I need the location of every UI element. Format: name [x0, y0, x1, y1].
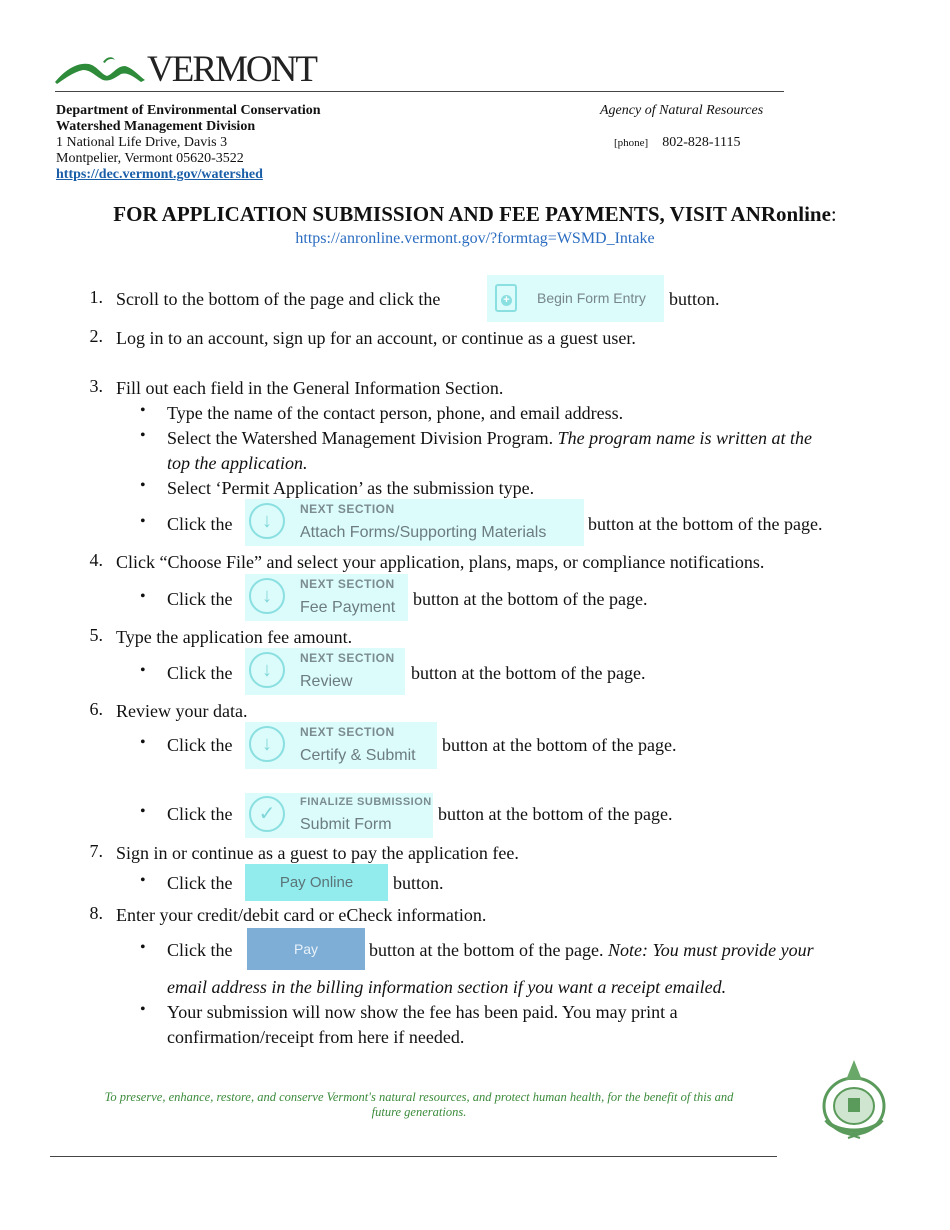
click-the-label: Click the — [167, 663, 233, 683]
bottom-of-page-text: button at the bottom of the page. — [413, 589, 648, 609]
bullet: • — [140, 662, 146, 679]
pay-online-button[interactable]: Pay Online — [245, 864, 388, 901]
mission-statement: To preserve, enhance, restore, and conserve Vermont's natural resources, and protect human health, for the benefit of this and future generations. — [104, 1090, 734, 1119]
step-5-number: 5. — [89, 625, 103, 645]
phone-line — [614, 135, 741, 151]
phone-label: [phone] — [614, 137, 649, 149]
step-5-text: Type the application fee amount. — [116, 627, 353, 647]
step-3-bullet-1: Type the name of the contact person, phone, and email address. — [167, 403, 624, 423]
page-title: FOR APPLICATION SUBMISSION AND FEE PAYMENTS, VISIT ANRonline: — [113, 202, 837, 226]
next-section-review-button[interactable]: ↓ NEXT SECTION Review — [245, 648, 405, 695]
step-4-text: Click “Choose File” and select your application, plans, maps, or compliance notifications. — [116, 552, 765, 572]
arrow-down-icon: ↓ — [249, 503, 285, 539]
step-3-text: Fill out each field in the General Information Section. — [116, 378, 504, 398]
click-the-label: Click the — [167, 940, 233, 960]
pay-note-cont: email address in the billing information section if you want a receipt emailed. — [167, 977, 727, 997]
pay-button[interactable]: Pay — [247, 928, 365, 970]
phone-number: 802-828-1115 — [662, 135, 741, 150]
arrow-down-icon: ↓ — [249, 652, 285, 688]
begin-form-entry-button[interactable]: + Begin Form Entry — [487, 275, 664, 322]
bottom-of-page-text: button at the bottom of the page. — [442, 735, 677, 755]
vermont-seal-icon — [818, 1058, 890, 1140]
step-2-text: Log in to an account, sign up for an account, or continue as a guest user. — [116, 328, 636, 348]
check-icon: ✓ — [249, 796, 285, 832]
click-the-label: Click the — [167, 873, 233, 893]
bullet: • — [140, 939, 146, 956]
new-document-icon: + — [495, 284, 517, 312]
step-8-text: Enter your credit/debit card or eCheck information. — [116, 905, 487, 925]
step-7-number: 7. — [89, 841, 103, 861]
bullet: • — [140, 1001, 146, 1018]
anronline-url[interactable]: https://anronline.vermont.gov/?formtag=WSMD_Intake — [295, 230, 655, 247]
agency-name: Agency of Natural Resources — [600, 103, 764, 118]
bullet: • — [140, 402, 146, 419]
step-2-number: 2. — [89, 326, 103, 346]
step-1-number: 1. — [89, 287, 103, 307]
logo-wordmark: VERMONT — [147, 49, 316, 90]
step-1-text-end: button. — [669, 289, 720, 309]
button-text: button. — [393, 873, 444, 893]
click-the-label: Click the — [167, 589, 233, 609]
bullet: • — [140, 477, 146, 494]
bottom-of-page-text: button at the bottom of the page. — [588, 514, 823, 534]
next-section-attach-button[interactable]: ↓ NEXT SECTION Attach Forms/Supporting Materials — [245, 499, 584, 546]
bullet: • — [140, 872, 146, 889]
address-block — [56, 103, 321, 183]
step-1-text: Scroll to the bottom of the page and click the — [116, 289, 441, 309]
bullet: • — [140, 734, 146, 751]
bullet: • — [140, 588, 146, 605]
step-8-bullet-2-cont: confirmation/receipt from here if needed. — [167, 1027, 465, 1047]
top-divider — [55, 91, 784, 92]
bottom-of-page-text: button at the bottom of the page. — [438, 804, 673, 824]
step-3-bullet-3: Select ‘Permit Application’ as the submission type. — [167, 478, 535, 498]
finalize-submit-form-button[interactable]: ✓ FINALIZE SUBMISSION Submit Form — [245, 793, 433, 838]
address-line-1: 1 National Life Drive, Davis 3 — [56, 135, 228, 150]
next-section-certify-button[interactable]: ↓ NEXT SECTION Certify & Submit — [245, 722, 437, 769]
bullet: • — [140, 513, 146, 530]
step-3-bullet-2: Select the Watershed Management Division Program. The program name is written at the — [167, 428, 812, 448]
division-name: Watershed Management Division — [56, 119, 256, 134]
address-line-2: Montpelier, Vermont 05620-3522 — [56, 151, 244, 166]
step-6-number: 6. — [89, 699, 103, 719]
step-8-number: 8. — [89, 903, 103, 923]
next-section-fee-button[interactable]: ↓ NEXT SECTION Fee Payment — [245, 574, 408, 621]
click-the-label: Click the — [167, 514, 233, 534]
bottom-of-page-text: button at the bottom of the page. — [411, 663, 646, 683]
step-4-number: 4. — [89, 550, 103, 570]
click-the-label: Click the — [167, 735, 233, 755]
vermont-logo — [55, 49, 316, 90]
click-the-label: Click the — [167, 804, 233, 824]
mountain-logo-icon — [55, 52, 147, 86]
arrow-down-icon: ↓ — [249, 578, 285, 614]
dept-name: Department of Environmental Conservation — [56, 103, 321, 118]
pay-note: button at the bottom of the page. Note: You must provide your — [369, 940, 814, 960]
step-3-bullet-2-cont: top the application. — [167, 453, 308, 473]
arrow-down-icon: ↓ — [249, 726, 285, 762]
bullet: • — [140, 427, 146, 444]
bottom-divider — [50, 1156, 777, 1157]
step-7-text: Sign in or continue as a guest to pay the application fee. — [116, 843, 519, 863]
step-6-text: Review your data. — [116, 701, 248, 721]
bullet: • — [140, 803, 146, 820]
step-3-number: 3. — [89, 376, 103, 396]
step-8-bullet-2: Your submission will now show the fee has been paid. You may print a — [167, 1002, 678, 1022]
website-link[interactable]: https://dec.vermont.gov/watershed — [56, 167, 263, 182]
